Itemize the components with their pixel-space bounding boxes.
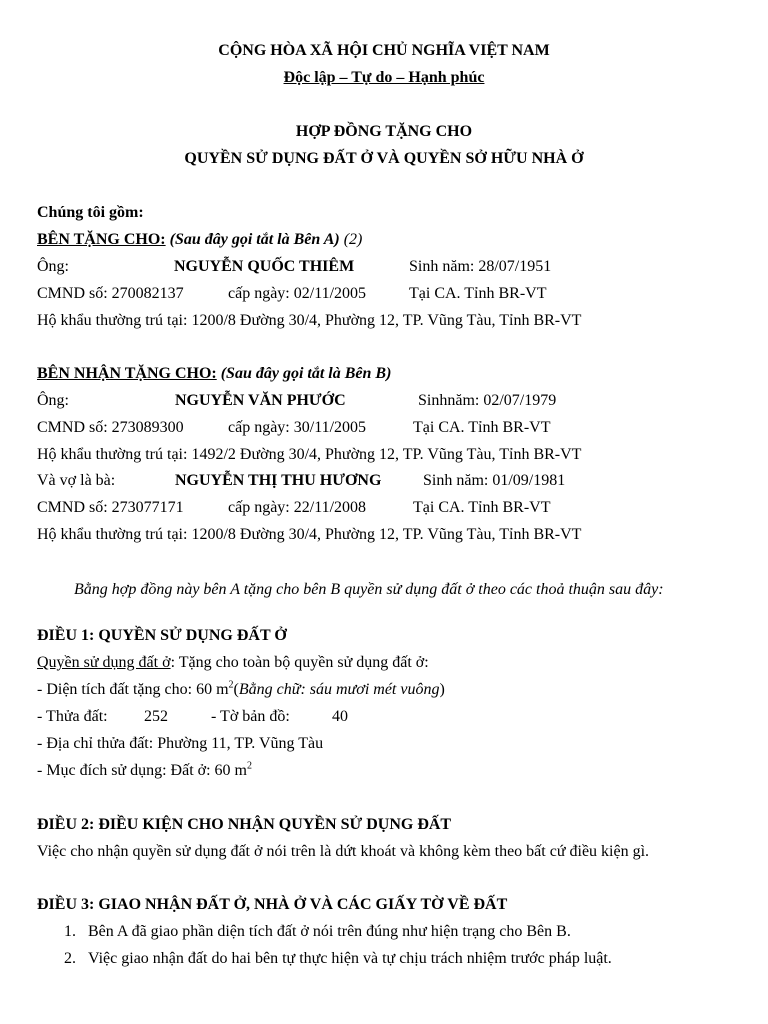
party-b-residence: Hộ khẩu thường trú tại: 1492/2 Đường 30/4, Phường 12, TP. Vũng Tàu, Tỉnh BR-VT — [37, 446, 582, 463]
spouse-id-number: CMND số: 273077171 — [37, 499, 184, 516]
party-a-heading: BÊN TẶNG CHO: — [37, 231, 166, 248]
party-a-note: (2) — [343, 231, 363, 248]
map-sheet-label: - Tờ bản đồ: — [211, 708, 290, 725]
party-a-id-place: Tại CA. Tỉnh BR-VT — [409, 285, 547, 302]
land-area-label: - Diện tích đất tặng cho: 60 m — [37, 681, 229, 698]
contract-subtitle: QUYỀN SỬ DỤNG ĐẤT Ở VÀ QUYỀN SỞ HỮU NHÀ Ở — [184, 150, 584, 167]
plot-number: 252 — [144, 708, 168, 725]
plot-address: - Địa chỉ thửa đất: Phường 11, TP. Vũng Tàu — [37, 735, 324, 752]
land-area-words: Bằng chữ: sáu mươi mét vuông — [238, 681, 440, 698]
article-3-item-text: Bên A đã giao phần diện tích đất ở nói trên đúng như hiện trạng cho Bên B. — [88, 923, 571, 940]
article-3-heading: ĐIỀU 3: GIAO NHẬN ĐẤT Ở, NHÀ Ở VÀ CÁC GIẤY TỜ VỀ ĐẤT — [37, 896, 508, 913]
republic-heading: CỘNG HÒA XÃ HỘI CHỦ NGHĨA VIỆT NAM — [218, 42, 550, 59]
party-b-id-date: cấp ngày: 30/11/2005 — [228, 419, 367, 436]
preamble-paragraph: Bằng hợp đồng này bên A tặng cho bên B quyền sử dụng đất ở theo các thoả thuận sau đây: — [74, 581, 664, 598]
spouse-residence: Hộ khẩu thường trú tại: 1200/8 Đường 30/4, Phường 12, TP. Vũng Tàu, Tỉnh BR-VT — [37, 526, 582, 543]
map-sheet-number: 40 — [332, 708, 348, 725]
article-2-heading: ĐIỀU 2: ĐIỀU KIỆN CHO NHẬN QUYỀN SỬ DỤNG ĐẤT — [37, 816, 452, 833]
party-b-name: NGUYỄN VĂN PHƯỚC — [175, 392, 346, 409]
national-motto: Độc lập – Tự do – Hạnh phúc — [283, 69, 485, 86]
contract-title: HỢP ĐỒNG TẶNG CHO — [295, 123, 473, 140]
article-2-text: Việc cho nhận quyền sử dụng đất ở nói trên là dứt khoát và không kèm theo bất cứ điều kiện gì. — [37, 843, 650, 860]
party-a-alias: (Sau đây gọi tắt là Bên A) — [169, 231, 340, 248]
spouse-id-place: Tại CA. Tỉnh BR-VT — [413, 499, 551, 516]
party-a-title: Ông: — [37, 258, 69, 275]
plot-label: - Thửa đất: — [37, 708, 108, 725]
party-a-id-date: cấp ngày: 02/11/2005 — [228, 285, 367, 302]
article-1-heading: ĐIỀU 1: QUYỀN SỬ DỤNG ĐẤT Ở — [37, 627, 287, 644]
land-purpose-unit-sup: 2 — [247, 760, 252, 772]
party-a-id-number: CMND số: 270082137 — [37, 285, 184, 302]
party-b-alias: (Sau đây gọi tắt là Bên B) — [220, 365, 392, 382]
land-area-paren-close: ) — [439, 681, 445, 698]
party-a-residence: Hộ khẩu thường trú tại: 1200/8 Đường 30/4, Phường 12, TP. Vũng Tàu, Tỉnh BR-VT — [37, 312, 582, 329]
land-area-paren-open: ( — [233, 681, 239, 698]
article-3-item-number: 2. — [64, 950, 76, 967]
party-b-id-number: CMND số: 273089300 — [37, 419, 184, 436]
article-1-lead-term: Quyền sử dụng đất ở — [37, 654, 171, 671]
spouse-name: NGUYỄN THỊ THU HƯƠNG — [175, 472, 382, 489]
spouse-title: Và vợ là bà: — [37, 472, 116, 489]
party-b-id-place: Tại CA. Tỉnh BR-VT — [413, 419, 551, 436]
article-1-lead — [37, 653, 429, 673]
party-b-title: Ông: — [37, 392, 69, 409]
land-purpose-line — [37, 761, 252, 781]
party-b-heading: BÊN NHẬN TẶNG CHO: — [37, 365, 217, 382]
party-a-birth: Sinh năm: 28/07/1951 — [409, 258, 552, 275]
article-1-lead-rest: : Tặng cho toàn bộ quyền sử dụng đất ở: — [170, 654, 429, 671]
article-3-item-number: 1. — [64, 923, 76, 940]
party-b-birth: Sinhnăm: 02/07/1979 — [418, 392, 557, 409]
parties-intro: Chúng tôi gồm: — [37, 204, 144, 221]
spouse-birth: Sinh năm: 01/09/1981 — [423, 472, 566, 489]
land-area-unit-sup: 2 — [228, 679, 234, 691]
spouse-id-date: cấp ngày: 22/11/2008 — [228, 499, 367, 516]
party-b-heading-line — [37, 364, 391, 384]
land-area-line — [37, 680, 445, 700]
article-3-item-text: Việc giao nhận đất do hai bên tự thực hiện và tự chịu trách nhiệm trước pháp luật. — [88, 950, 612, 967]
party-a-name: NGUYỄN QUỐC THIÊM — [174, 258, 355, 275]
land-purpose: - Mục đích sử dụng: Đất ở: 60 m — [37, 762, 247, 779]
party-a-heading-line — [37, 230, 362, 250]
